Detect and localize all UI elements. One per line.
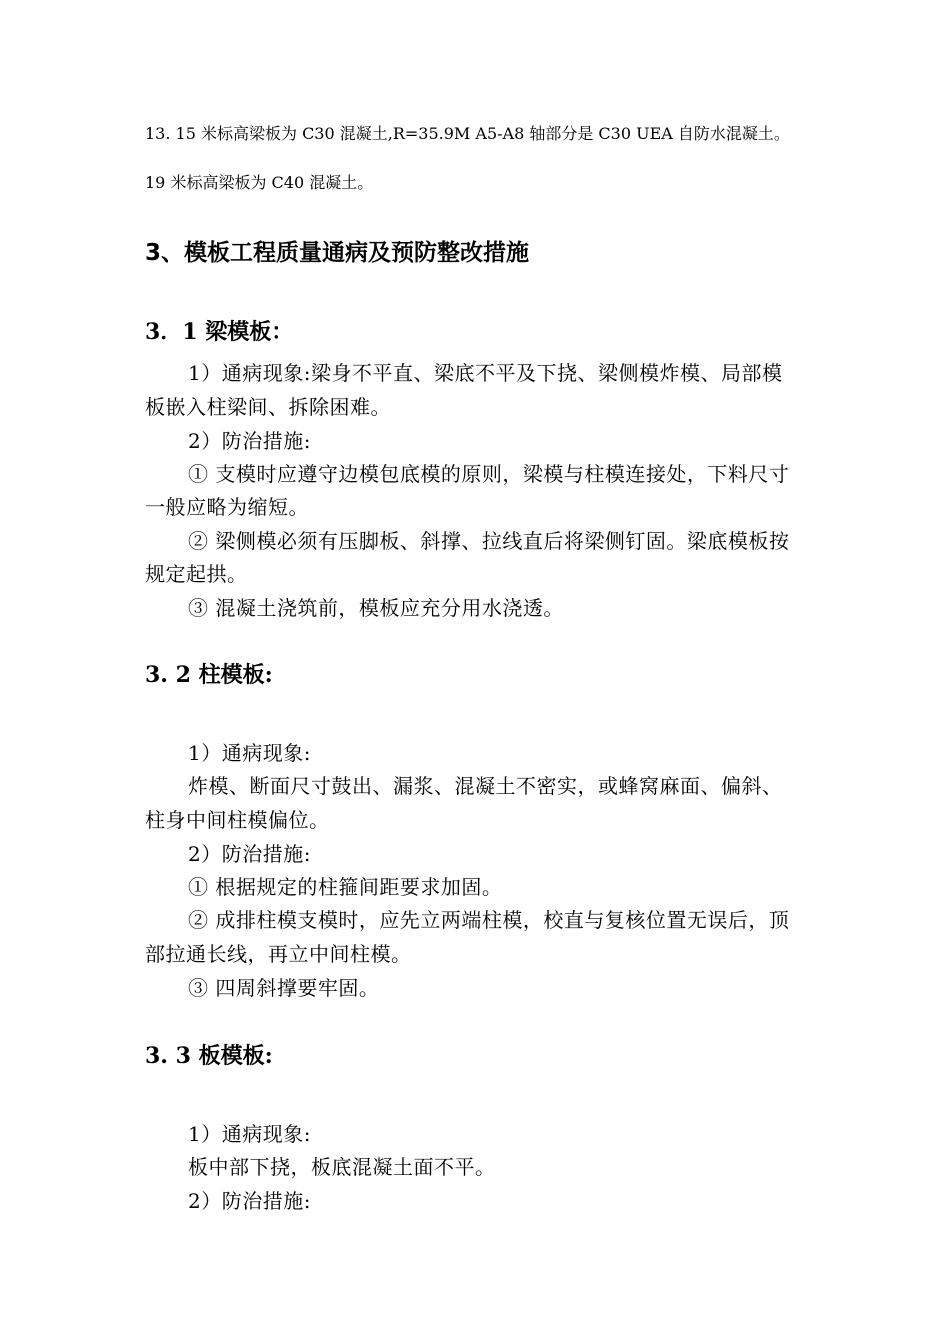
list-item: ① 支模时应遵守边模包底模的原则，梁模与柱模连接处，下料尺寸: [188, 462, 790, 486]
list-item: ③ 四周斜撑要牢固。: [188, 976, 380, 1000]
paragraph-text: 板嵌入柱梁间、拆除困难。: [145, 395, 391, 419]
paragraph-text: 2）防治措施:: [188, 1189, 311, 1213]
paragraph-text: 1）通病现象:: [188, 1122, 311, 1146]
list-item: ② 成排柱模支模时，应先立两端柱模，校直与复核位置无误后，顶: [188, 908, 790, 932]
paragraph-text: 柱身中间柱模偏位。: [145, 808, 330, 832]
paragraph-text: 炸模、断面尺寸鼓出、漏浆、混凝土不密实，或蜂窝麻面、偏斜、: [188, 774, 783, 798]
list-item: ② 梁侧模必须有压脚板、斜撑、拉线直后将梁侧钉固。梁底模板按: [188, 529, 790, 553]
list-item: ③ 混凝土浇筑前，模板应充分用水浇透。: [188, 596, 564, 620]
paragraph-text: 2）防治措施:: [188, 429, 311, 453]
list-item: 一般应略为缩短。: [145, 495, 309, 519]
paragraph-text: 板中部下挠，板底混凝土面不平。: [188, 1155, 496, 1179]
subsection-3-3-heading: 3. 3 板模板:: [145, 1043, 273, 1069]
section-3-heading: 3、模板工程质量通病及预防整改措施: [145, 240, 530, 266]
paragraph-text: 2）防治措施:: [188, 842, 311, 866]
intro-line-1: 13. 15 米标高梁板为 C30 混凝土,R=35.9M A5-A8 轴部分是 C30 UEA 自防水混凝土。: [145, 124, 790, 143]
intro-line-2: 19 米标高梁板为 C40 混凝土。: [145, 173, 374, 192]
subsection-3-1-heading: 3．1 梁模板：: [145, 319, 294, 345]
paragraph-text: 1）通病现象:: [188, 741, 311, 765]
list-item: 规定起拱。: [145, 562, 248, 586]
list-item: ① 根据规定的柱箍间距要求加固。: [188, 875, 503, 899]
subsection-3-2-heading: 3. 2 柱模板:: [145, 662, 273, 688]
paragraph-text: 1）通病现象:梁身不平直、梁底不平及下挠、梁侧模炸模、局部模: [188, 361, 783, 385]
list-item: 部拉通长线，再立中间柱模。: [145, 942, 412, 966]
